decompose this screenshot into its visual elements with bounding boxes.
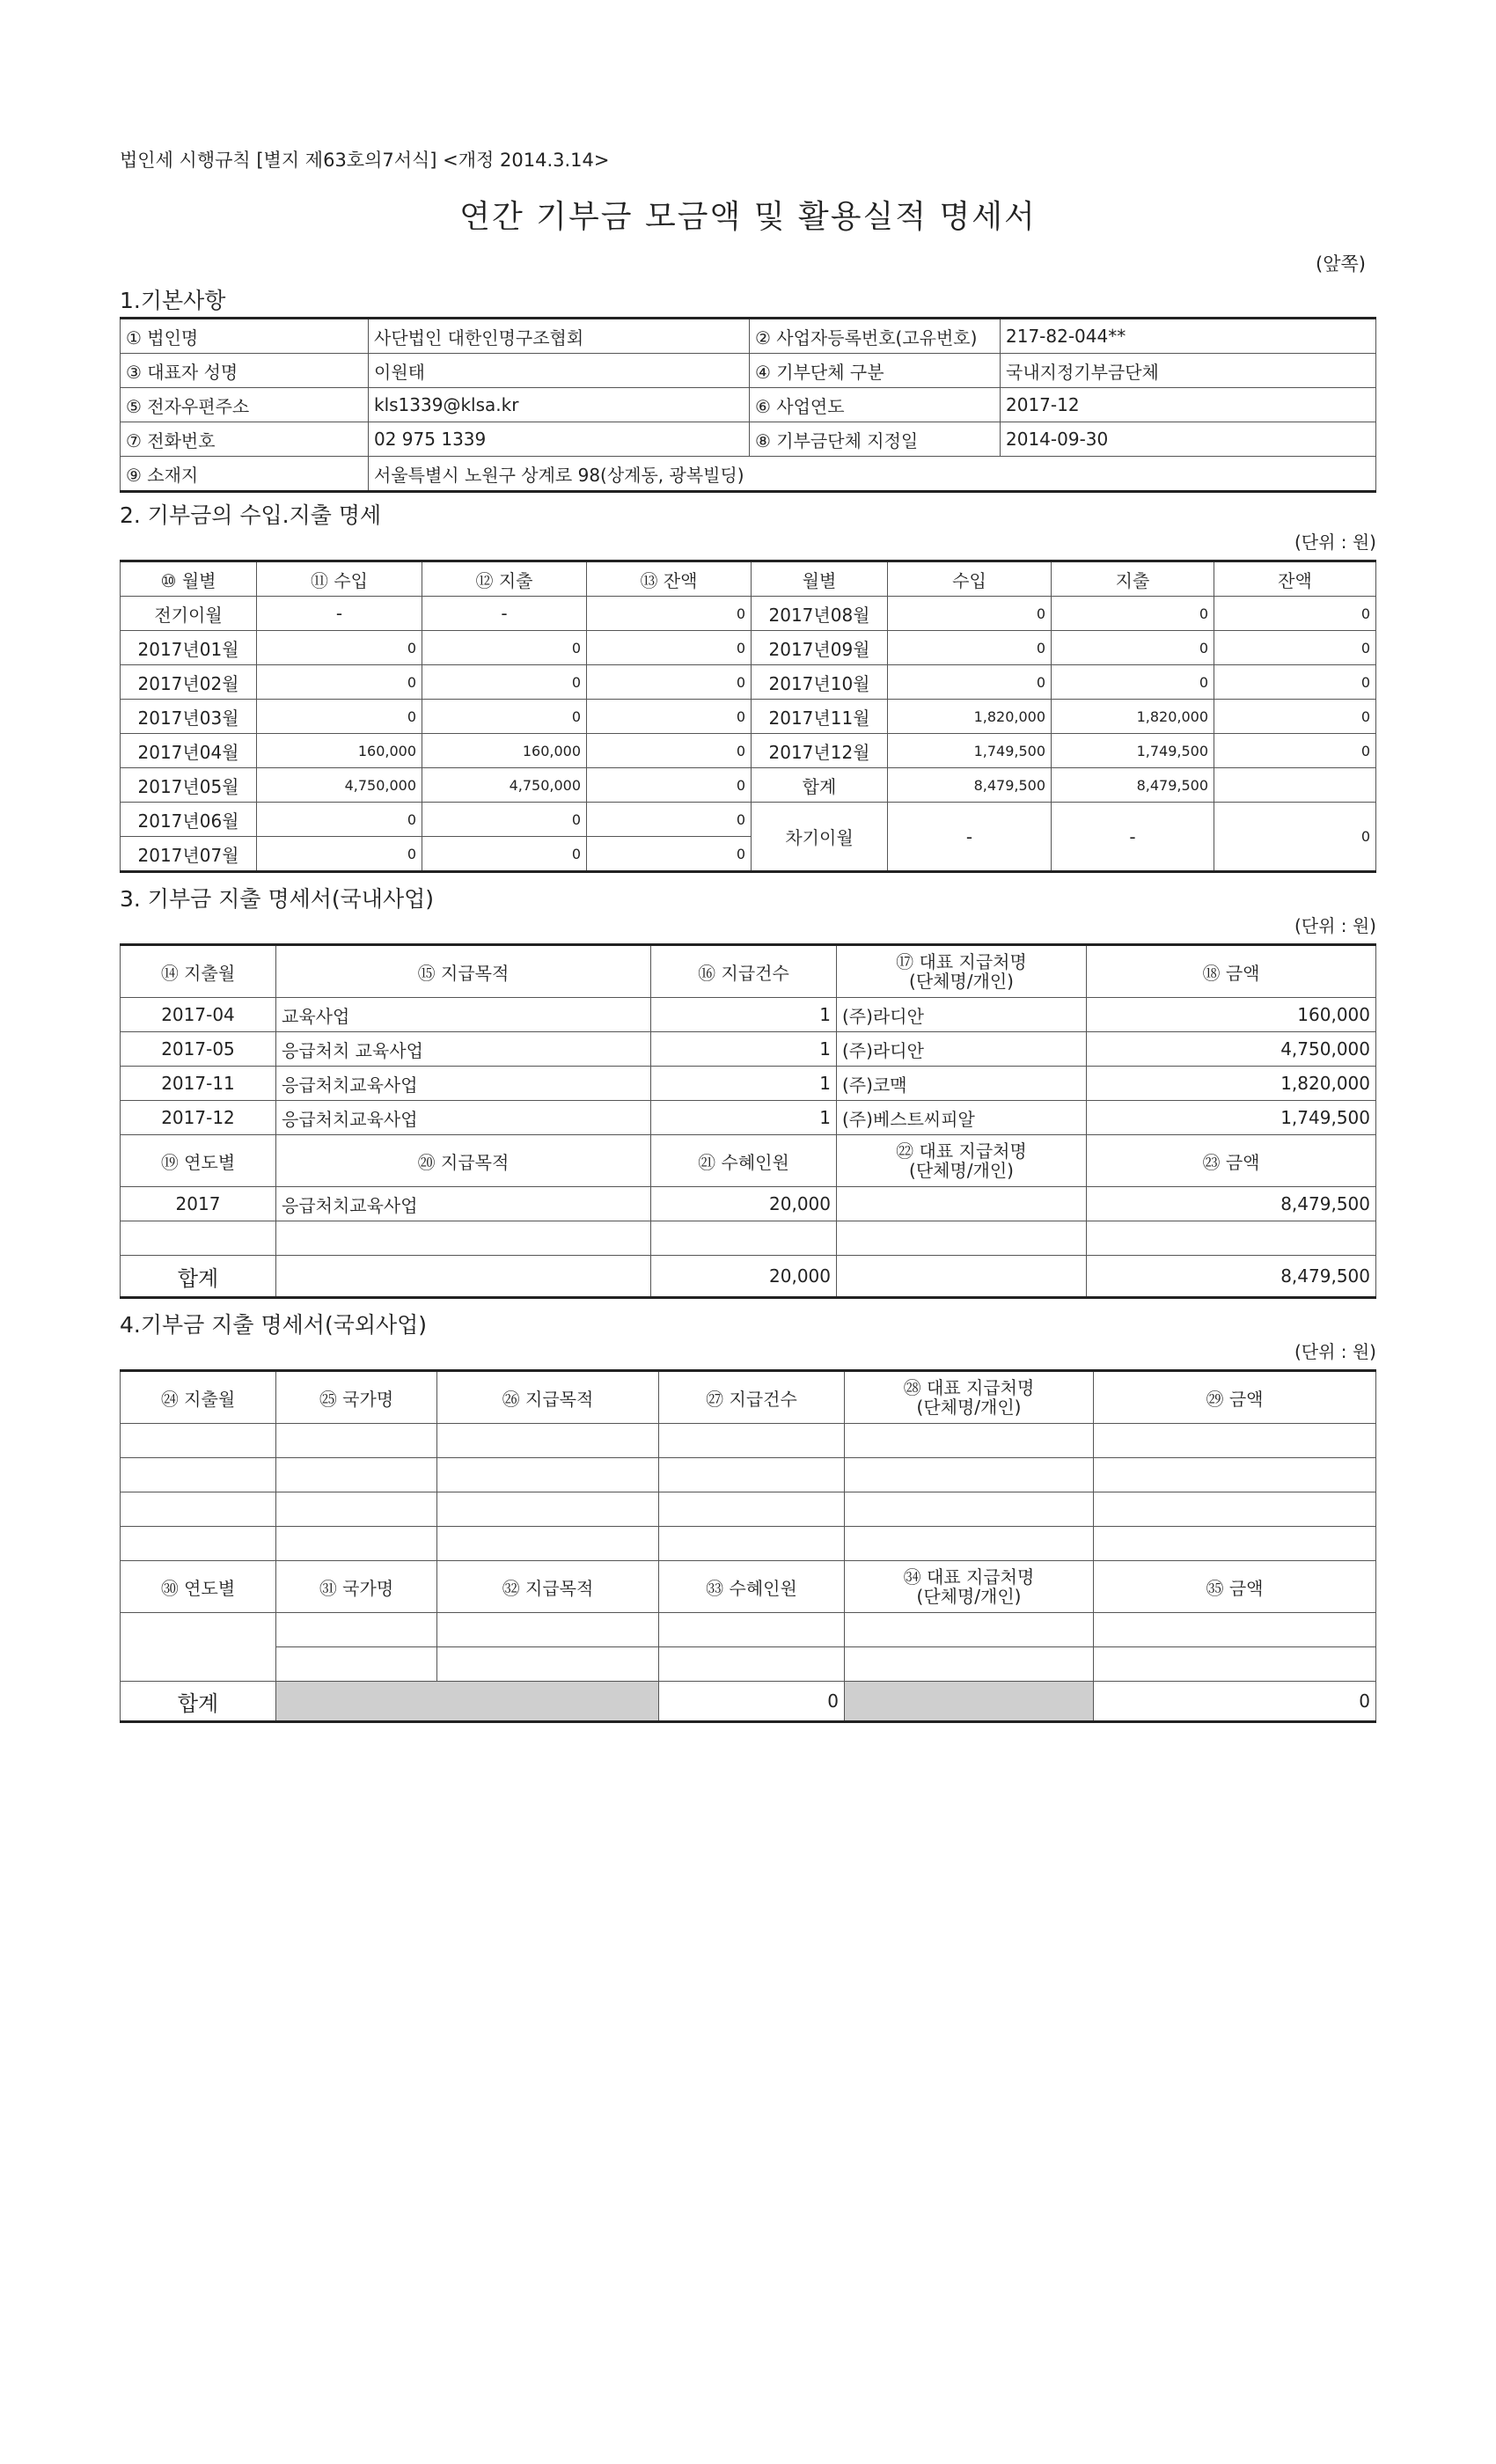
expense-cell: 0	[422, 700, 587, 734]
header-expense-month: ⑭ 지출월	[121, 945, 276, 998]
empty-cell	[845, 1458, 1094, 1492]
empty-cell	[659, 1613, 845, 1647]
expense-cell: 0	[1052, 665, 1214, 700]
purpose-cell: 교육사업	[276, 998, 651, 1032]
carry-forward-expense: -	[1052, 803, 1214, 872]
header-expense-month: ㉔ 지출월	[121, 1371, 276, 1424]
expense-cell: 0	[422, 631, 587, 665]
section1-heading: 1.기본사항	[120, 288, 226, 313]
balance-cell: 0	[587, 631, 752, 665]
table-row	[121, 597, 1376, 631]
payee-cell	[837, 1221, 1087, 1256]
header-payee-line2: (단체명/개인)	[916, 1397, 1022, 1418]
year-cell: 2017	[121, 1187, 276, 1221]
empty-cell	[121, 1424, 276, 1458]
total-label: 합계	[121, 1682, 276, 1722]
total-row	[121, 1256, 1376, 1298]
count-cell: 1	[651, 998, 837, 1032]
expense-cell: 0	[1052, 597, 1214, 631]
balance-cell: 0	[587, 837, 752, 872]
beneficiaries-cell: 20,000	[651, 1187, 837, 1221]
header-balance-2: 잔액	[1214, 561, 1376, 597]
income-cell: 0	[888, 597, 1052, 631]
empty-cell	[121, 1613, 276, 1682]
empty-cell	[437, 1647, 659, 1682]
header-payee-2-line2: (단체명/개인)	[916, 1586, 1022, 1607]
header-purpose: ㉖ 지급목적	[437, 1371, 659, 1424]
table-row	[121, 1647, 1376, 1682]
header-expense-2: 지출	[1052, 561, 1214, 597]
empty-cell	[437, 1613, 659, 1647]
header-payee-line1: ⑰ 대표 지급처명	[896, 951, 1027, 972]
table-row	[121, 1221, 1376, 1256]
empty-cell	[845, 1527, 1094, 1561]
payee-cell: (주)라디안	[837, 1032, 1087, 1067]
expense-cell: 4,750,000	[422, 768, 587, 803]
empty-cell	[1094, 1527, 1376, 1561]
label-address: ⑨ 소재지	[121, 457, 369, 492]
balance-cell: 0	[1214, 597, 1376, 631]
balance-cell: 0	[1214, 631, 1376, 665]
expense-cell: -	[422, 597, 587, 631]
total-payee-cell	[837, 1256, 1087, 1298]
total-amount: 0	[1094, 1682, 1376, 1722]
header-country: ㉕ 국가명	[276, 1371, 437, 1424]
expense-cell: 0	[422, 803, 587, 837]
empty-cell	[121, 1527, 276, 1561]
balance-cell: 0	[587, 803, 752, 837]
beneficiaries-cell	[651, 1221, 837, 1256]
amount-cell: 4,750,000	[1087, 1032, 1376, 1067]
income-cell: 0	[257, 803, 422, 837]
empty-cell	[659, 1424, 845, 1458]
table-row	[121, 1032, 1376, 1067]
header-purpose-2: ⑳ 지급목적	[276, 1135, 651, 1187]
month-cell: 2017년03월	[121, 700, 257, 734]
label-phone: ⑦ 전화번호	[121, 422, 369, 457]
expense-cell: 0	[422, 665, 587, 700]
value-designation-date: 2014-09-30	[1001, 422, 1376, 457]
label-biz-number: ② 사업자등록번호(고유번호)	[750, 319, 1001, 354]
header-payee-2-line2: (단체명/개인)	[909, 1160, 1014, 1181]
empty-cell	[659, 1458, 845, 1492]
total-purpose-cell	[276, 1256, 651, 1298]
header-year: ⑲ 연도별	[121, 1135, 276, 1187]
balance-cell: 0	[1214, 665, 1376, 700]
header-beneficiaries: ㉝ 수혜인원	[659, 1561, 845, 1613]
purpose-cell: 응급처치교육사업	[276, 1187, 651, 1221]
table-row	[121, 1101, 1376, 1135]
empty-cell	[1094, 1613, 1376, 1647]
month-cell: 2017년11월	[752, 700, 888, 734]
empty-cell	[437, 1458, 659, 1492]
payee-cell	[837, 1187, 1087, 1221]
payee-cell: (주)라디안	[837, 998, 1087, 1032]
table-row	[121, 665, 1376, 700]
header-beneficiaries: ㉑ 수혜인원	[651, 1135, 837, 1187]
domestic-expense-table	[120, 943, 1376, 1299]
payee-cell: (주)코맥	[837, 1067, 1087, 1101]
expense-month-cell: 2017-12	[121, 1101, 276, 1135]
label-representative: ③ 대표자 성명	[121, 354, 369, 388]
empty-cell	[121, 1492, 276, 1527]
empty-cell	[276, 1458, 437, 1492]
empty-cell	[437, 1492, 659, 1527]
amount-cell: 8,479,500	[1087, 1187, 1376, 1221]
income-cell: 4,750,000	[257, 768, 422, 803]
section3-unit: (단위 : 원)	[1294, 915, 1376, 936]
label-org-type: ④ 기부단체 구분	[750, 354, 1001, 388]
table-row	[121, 1187, 1376, 1221]
value-org-type: 국내지정기부금단체	[1001, 354, 1376, 388]
carry-forward-balance: 0	[1214, 803, 1376, 872]
value-representative: 이원태	[369, 354, 750, 388]
balance-cell: 0	[1214, 700, 1376, 734]
expense-cell: 1,749,500	[1052, 734, 1214, 768]
month-cell: 2017년09월	[752, 631, 888, 665]
header-payee-2	[837, 1135, 1087, 1187]
amount-cell: 160,000	[1087, 998, 1376, 1032]
section4-heading: 4.기부금 지출 명세서(국외사업)	[120, 1312, 428, 1338]
balance-cell: 0	[587, 734, 752, 768]
empty-cell	[845, 1613, 1094, 1647]
carry-forward-income: -	[888, 803, 1052, 872]
income-cell: 0	[257, 837, 422, 872]
empty-cell	[659, 1647, 845, 1682]
month-cell: 2017년01월	[121, 631, 257, 665]
balance-cell: 0	[587, 768, 752, 803]
table-row	[121, 1458, 1376, 1492]
table-row	[121, 1067, 1376, 1101]
month-cell: 2017년12월	[752, 734, 888, 768]
table-row	[121, 734, 1376, 768]
month-cell: 2017년08월	[752, 597, 888, 631]
amount-cell	[1087, 1221, 1376, 1256]
table-row	[121, 998, 1376, 1032]
count-cell: 1	[651, 1032, 837, 1067]
header-month-2: 월별	[752, 561, 888, 597]
income-cell: 1,820,000	[888, 700, 1052, 734]
purpose-cell: 응급처치 교육사업	[276, 1032, 651, 1067]
section2-unit: (단위 : 원)	[1294, 532, 1376, 553]
table-row	[121, 1527, 1376, 1561]
amount-cell: 1,820,000	[1087, 1067, 1376, 1101]
expense-month-cell: 2017-04	[121, 998, 276, 1032]
header-payee-2-line1: ㉞ 대표 지급처명	[903, 1566, 1035, 1588]
empty-cell	[1094, 1647, 1376, 1682]
value-biz-number: 217-82-044**	[1001, 319, 1376, 354]
section2-heading: 2. 기부금의 수입.지출 명세	[120, 502, 382, 528]
label-designation-date: ⑧ 기부금단체 지정일	[750, 422, 1001, 457]
expense-cell: 0	[422, 837, 587, 872]
payee-cell: (주)베스트씨피알	[837, 1101, 1087, 1135]
empty-cell	[845, 1647, 1094, 1682]
carry-forward-label: 차기이월	[752, 803, 888, 872]
label-email: ⑤ 전자우편주소	[121, 388, 369, 422]
table-row	[121, 1492, 1376, 1527]
header-income: ⑪ 수입	[257, 561, 422, 597]
empty-cell	[659, 1527, 845, 1561]
header-amount: ⑱ 금액	[1087, 945, 1376, 998]
value-email: kls1339@klsa.kr	[369, 388, 750, 422]
header-balance: ⑬ 잔액	[587, 561, 752, 597]
empty-cell	[121, 1458, 276, 1492]
header-amount: ㉙ 금액	[1094, 1371, 1376, 1424]
month-cell: 2017년10월	[752, 665, 888, 700]
table-row	[121, 1613, 1376, 1647]
empty-cell	[1094, 1492, 1376, 1527]
expense-total-cell: 8,479,500	[1052, 768, 1214, 803]
label-fiscal-year: ⑥ 사업연도	[750, 388, 1001, 422]
value-fiscal-year: 2017-12	[1001, 388, 1376, 422]
month-cell: 2017년07월	[121, 837, 257, 872]
expense-cell: 0	[1052, 631, 1214, 665]
balance-cell: 0	[587, 665, 752, 700]
income-cell: 1,749,500	[888, 734, 1052, 768]
income-cell: 0	[888, 631, 1052, 665]
table-row	[121, 1424, 1376, 1458]
header-purpose-2: ㉜ 지급목적	[437, 1561, 659, 1613]
header-country-2: ㉛ 국가명	[276, 1561, 437, 1613]
table-row	[121, 700, 1376, 734]
table-row	[121, 631, 1376, 665]
income-cell: 160,000	[257, 734, 422, 768]
empty-cell	[845, 1424, 1094, 1458]
overseas-expense-table	[120, 1369, 1376, 1723]
income-cell: 0	[888, 665, 1052, 700]
amount-cell: 1,749,500	[1087, 1101, 1376, 1135]
month-cell: 전기이월	[121, 597, 257, 631]
empty-cell	[276, 1647, 437, 1682]
header-count: ㉗ 지급건수	[659, 1371, 845, 1424]
shaded-cell	[845, 1682, 1094, 1722]
month-cell: 2017년06월	[121, 803, 257, 837]
total-label-cell: 합계	[752, 768, 888, 803]
purpose-cell: 응급처치교육사업	[276, 1101, 651, 1135]
value-address: 서울특별시 노원구 상계로 98(상계동, 광복빌딩)	[369, 457, 1376, 492]
balance-cell: 0	[1214, 734, 1376, 768]
value-phone: 02 975 1339	[369, 422, 750, 457]
total-amount: 8,479,500	[1087, 1256, 1376, 1298]
header-count: ⑯ 지급건수	[651, 945, 837, 998]
income-total-cell: 8,479,500	[888, 768, 1052, 803]
header-payee	[845, 1371, 1094, 1424]
expense-cell: 160,000	[422, 734, 587, 768]
month-cell: 2017년04월	[121, 734, 257, 768]
header-payee-line1: ㉘ 대표 지급처명	[903, 1377, 1035, 1398]
year-cell	[121, 1221, 276, 1256]
header-payee-2-line1: ㉒ 대표 지급처명	[896, 1140, 1027, 1162]
table-row	[121, 803, 1376, 837]
income-cell: 0	[257, 700, 422, 734]
header-payee	[837, 945, 1087, 998]
empty-cell	[437, 1527, 659, 1561]
header-income-2: 수입	[888, 561, 1052, 597]
balance-cell: 0	[587, 597, 752, 631]
header-payee-line2: (단체명/개인)	[909, 971, 1014, 992]
empty-cell	[659, 1492, 845, 1527]
month-cell: 2017년02월	[121, 665, 257, 700]
header-amount-2: ㉟ 금액	[1094, 1561, 1376, 1613]
balance-total-cell	[1214, 768, 1376, 803]
label-corp-name: ① 법인명	[121, 319, 369, 354]
document-title: 연간 기부금 모금액 및 활용실적 명세서	[459, 199, 1037, 235]
table-row	[121, 768, 1376, 803]
expense-month-cell: 2017-05	[121, 1032, 276, 1067]
header-expense: ⑫ 지출	[422, 561, 587, 597]
total-beneficiaries: 20,000	[651, 1256, 837, 1298]
expense-cell: 1,820,000	[1052, 700, 1214, 734]
empty-cell	[1094, 1424, 1376, 1458]
total-beneficiaries: 0	[659, 1682, 845, 1722]
empty-cell	[276, 1527, 437, 1561]
income-cell: 0	[257, 631, 422, 665]
income-cell: 0	[257, 665, 422, 700]
empty-cell	[276, 1424, 437, 1458]
income-cell: -	[257, 597, 422, 631]
purpose-cell: 응급처치교육사업	[276, 1067, 651, 1101]
total-row	[121, 1682, 1376, 1722]
header-year: ㉚ 연도별	[121, 1561, 276, 1613]
purpose-cell	[276, 1221, 651, 1256]
shaded-cell	[276, 1682, 659, 1722]
header-payee-2	[845, 1561, 1094, 1613]
month-cell: 2017년05월	[121, 768, 257, 803]
empty-cell	[1094, 1458, 1376, 1492]
value-corp-name: 사단법인 대한인명구조협회	[369, 319, 750, 354]
balance-cell: 0	[587, 700, 752, 734]
form-reference: 법인세 시행규칙 [별지 제63호의7서식] <개정 2014.3.14>	[120, 150, 610, 171]
section3-heading: 3. 기부금 지출 명세서(국내사업)	[120, 886, 435, 912]
expense-month-cell: 2017-11	[121, 1067, 276, 1101]
empty-cell	[276, 1613, 437, 1647]
empty-cell	[437, 1424, 659, 1458]
empty-cell	[276, 1492, 437, 1527]
count-cell: 1	[651, 1101, 837, 1135]
basic-info-table	[120, 317, 1376, 493]
count-cell: 1	[651, 1067, 837, 1101]
empty-cell	[845, 1492, 1094, 1527]
total-label: 합계	[121, 1256, 276, 1298]
income-expense-table	[120, 560, 1376, 873]
header-month: ⑩ 월별	[121, 561, 257, 597]
section4-unit: (단위 : 원)	[1294, 1341, 1376, 1362]
page-side-label: (앞쪽)	[1316, 253, 1366, 275]
header-purpose: ⑮ 지급목적	[276, 945, 651, 998]
header-amount-2: ㉓ 금액	[1087, 1135, 1376, 1187]
